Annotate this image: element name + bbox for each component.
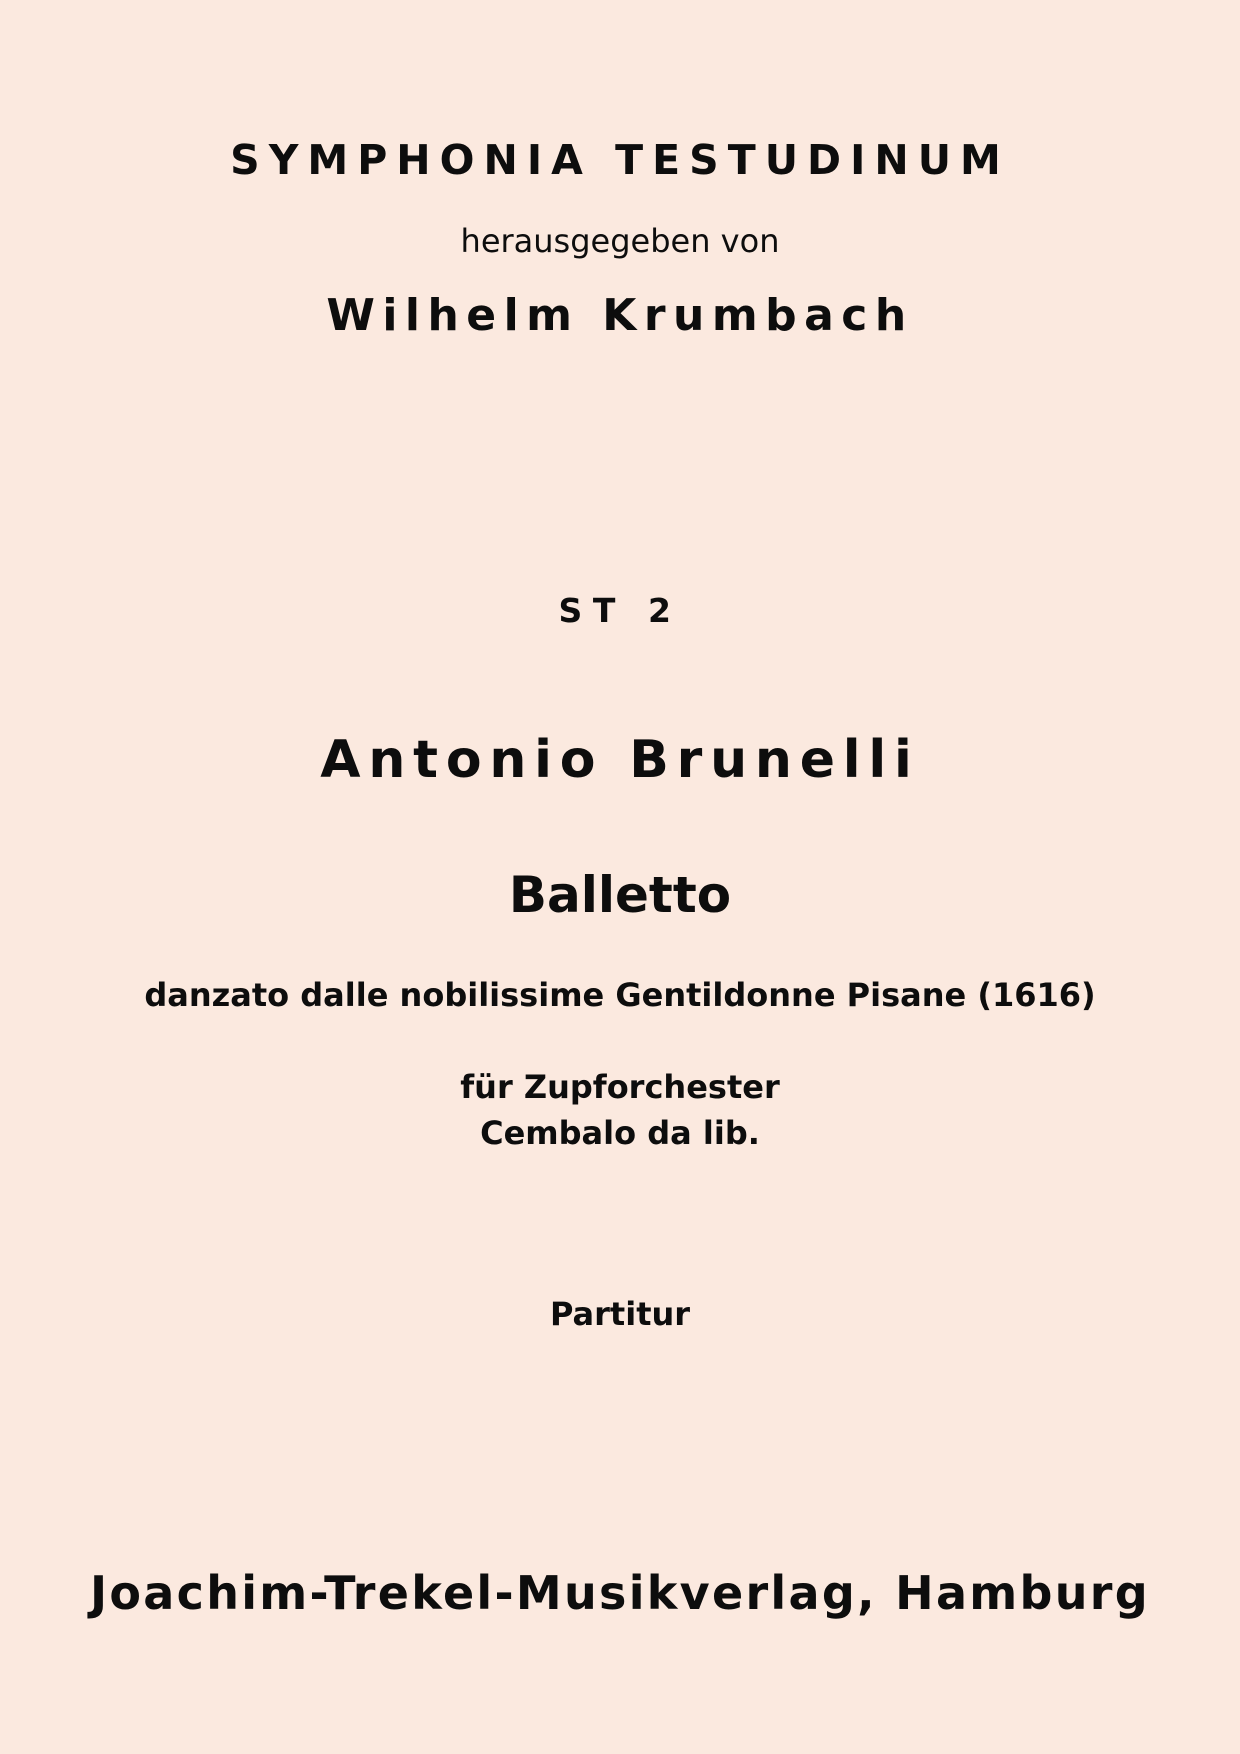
edited-by-label: herausgegeben von <box>460 222 780 260</box>
instrumentation-line: für Zupforchester <box>460 1068 780 1106</box>
editor-name: Wilhelm Krumbach <box>326 290 914 341</box>
series-title: SYMPHONIA TESTUDINUM <box>230 136 1010 184</box>
composer-name: Antonio Brunelli <box>320 730 920 790</box>
work-subtitle: danzato dalle nobilissime Gentildonne Pisane (1616) <box>144 976 1096 1014</box>
publisher-name: Joachim-Trekel-Musikverlag, Hamburg <box>89 1566 1151 1620</box>
work-title: Balletto <box>508 866 732 924</box>
score-type: Partitur <box>549 1295 691 1333</box>
catalog-number: ST 2 <box>558 591 682 630</box>
instrumentation-line: Cembalo da lib. <box>480 1114 760 1152</box>
